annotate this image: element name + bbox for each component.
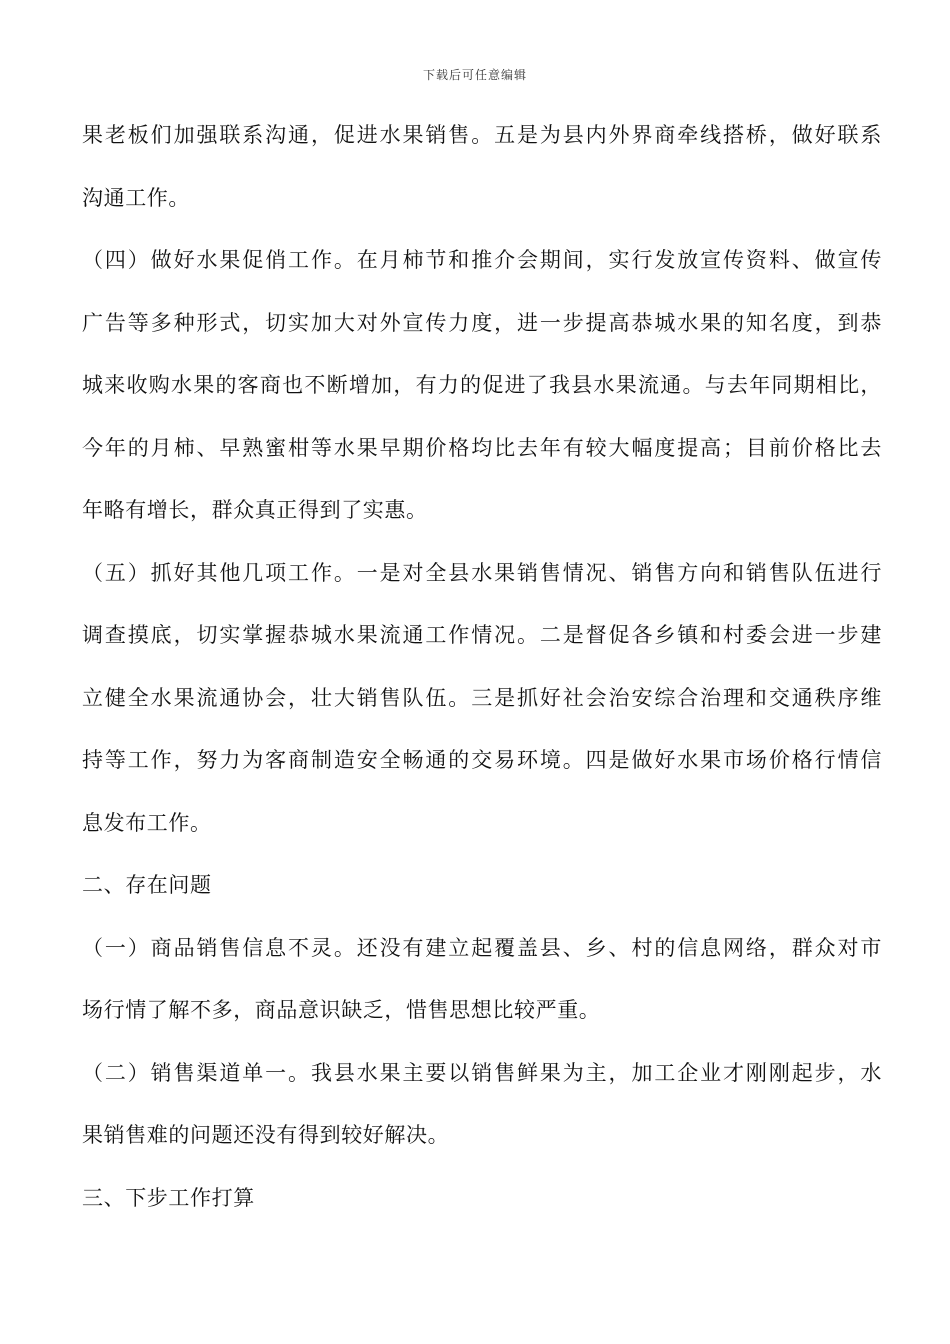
text-line: 广告等多种形式，切实加大对外宣传力度，进一步提高恭城水果的知名度，到恭 [82, 310, 882, 335]
page-header-note: 下载后可任意编辑 [422, 68, 527, 82]
text-line: 果老板们加强联系沟通，促进水果销售。五是为县内外界商牵线搭桥，做好联系 [82, 123, 882, 147]
paragraph-problem-2-channels [82, 1058, 882, 1152]
text-line: （一）商品销售信息不灵。还没有建立起覆盖县、乡、村的信息网络，群众对市 [82, 935, 882, 960]
text-line: 立健全水果流通协会，壮大销售队伍。三是抓好社会治安综合治理和交通秩序维 [82, 685, 882, 710]
text-line: 城来收购水果的客商也不断增加，有力的促进了我县水果流通。与去年同期相比， [82, 373, 882, 397]
section-heading: 三、下步工作打算 [82, 1185, 255, 1210]
text-line: 场行情了解不多，商品意识缺乏，惜售思想比较严重。 [82, 998, 601, 1022]
paragraph-section-4-promotion [82, 245, 882, 526]
section-heading: 二、存在问题 [82, 873, 212, 897]
paragraph-section-5-other-work [82, 558, 882, 839]
text-line: 息发布工作。 [82, 810, 212, 835]
text-line: 调查摸底，切实掌握恭城水果流通工作情况。二是督促各乡镇和村委会进一步建 [82, 623, 882, 647]
document-body [82, 120, 882, 1245]
text-line: （四）做好水果促俏工作。在月柿节和推介会期间，实行发放宣传资料、做宣传 [82, 248, 882, 272]
text-line: （二）销售渠道单一。我县水果主要以销售鲜果为主，加工企业才刚刚起步，水 [82, 1060, 882, 1085]
heading-existing-problems [82, 870, 882, 901]
text-line: 果销售难的问题还没有得到较好解决。 [82, 1123, 450, 1147]
heading-next-steps [82, 1183, 882, 1214]
text-line: 年略有增长，群众真正得到了实惠。 [82, 498, 428, 522]
text-line: （五）抓好其他几项工作。一是对全县水果销售情况、销售方向和销售队伍进行 [82, 560, 882, 585]
text-line: 持等工作，努力为客商制造安全畅通的交易环境。四是做好水果市场价格行情信 [82, 748, 882, 772]
text-line: 今年的月柿、早熟蜜柑等水果早期价格均比去年有较大幅度提高；目前价格比去 [82, 435, 882, 460]
text-line: 沟通工作。 [82, 185, 190, 210]
paragraph-fruit-merchants-contact [82, 120, 882, 214]
paragraph-problem-1-info [82, 933, 882, 1027]
